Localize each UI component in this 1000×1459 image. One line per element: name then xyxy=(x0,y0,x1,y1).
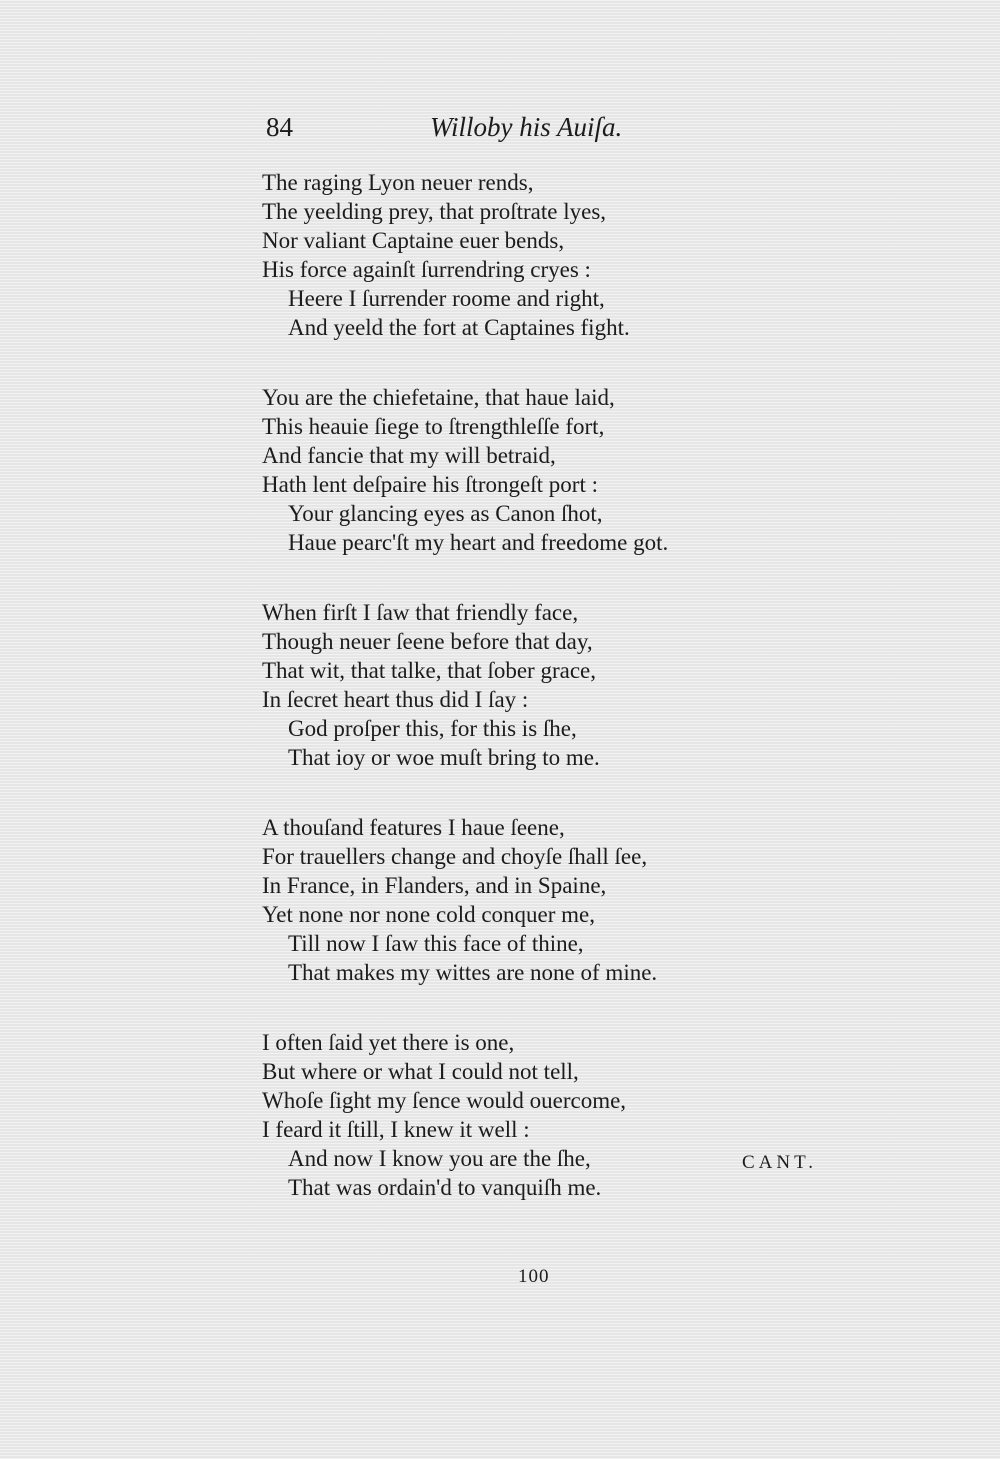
verse-line: That wit, that talke, that ſober grace, xyxy=(262,658,597,683)
verse-line: That ioy or woe muſt bring to me. xyxy=(288,745,600,770)
verse-line: I feard it ſtill, I knew it well : xyxy=(262,1117,530,1142)
stanza-2 xyxy=(262,383,822,557)
signature-mark: 100 xyxy=(518,1266,550,1287)
verse-line: God proſper this, for this is ſhe, xyxy=(288,716,577,741)
verse-line: In France, in Flanders, and in Spaine, xyxy=(262,873,607,898)
verse-line: That makes my wittes are none of mine. xyxy=(288,960,658,985)
verse-line: A thouſand features I haue ſeene, xyxy=(262,815,565,840)
catchword: CANT. xyxy=(742,1152,818,1173)
verse-line: In ſecret heart thus did I ſay : xyxy=(262,687,529,712)
verse-line: And yeeld the fort at Captaines fight. xyxy=(288,315,630,340)
verse-line: And fancie that my will betraid, xyxy=(262,443,556,468)
verse-line: Haue pearc'ſt my heart and freedome got. xyxy=(288,530,669,555)
page-number: 84 xyxy=(266,112,293,142)
verse-line: And now I know you are the ſhe, xyxy=(288,1146,591,1171)
poem-body xyxy=(262,168,822,1243)
verse-line: Hath lent deſpaire his ſtrongeſt port : xyxy=(262,472,598,497)
verse-line: His force againſt ſurrendring cryes : xyxy=(262,257,591,282)
verse-line: The yeelding prey, that proſtrate lyes, xyxy=(262,199,607,224)
verse-line: Heere I ſurrender roome and right, xyxy=(288,286,605,311)
stanza-1 xyxy=(262,168,822,342)
page-header xyxy=(266,112,686,156)
verse-line: This heauie ſiege to ſtrengthleſſe fort, xyxy=(262,414,605,439)
verse-line: When firſt I ſaw that friendly face, xyxy=(262,600,579,625)
verse-line: Whoſe ſight my ſence would ouercome, xyxy=(262,1088,627,1113)
verse-line: You are the chiefetaine, that haue laid, xyxy=(262,385,615,410)
stanza-3 xyxy=(262,598,822,772)
verse-line: Nor valiant Captaine euer bends, xyxy=(262,228,565,253)
running-title: Willoby his Auiſa. xyxy=(430,112,623,142)
verse-line: For trauellers change and choyſe ſhall ſee, xyxy=(262,844,648,869)
verse-line: The raging Lyon neuer rends, xyxy=(262,170,534,195)
verse-line: But where or what I could not tell, xyxy=(262,1059,579,1084)
verse-line: Till now I ſaw this face of thine, xyxy=(288,931,584,956)
verse-line: Your glancing eyes as Canon ſhot, xyxy=(288,501,603,526)
verse-line: I often ſaid yet there is one, xyxy=(262,1030,515,1055)
stanza-4 xyxy=(262,813,822,987)
verse-line: Yet none nor none cold conquer me, xyxy=(262,902,596,927)
verse-line: That was ordain'd to vanquiſh me. xyxy=(288,1175,602,1200)
verse-line: Though neuer ſeene before that day, xyxy=(262,629,593,654)
stanza-5 xyxy=(262,1028,822,1202)
